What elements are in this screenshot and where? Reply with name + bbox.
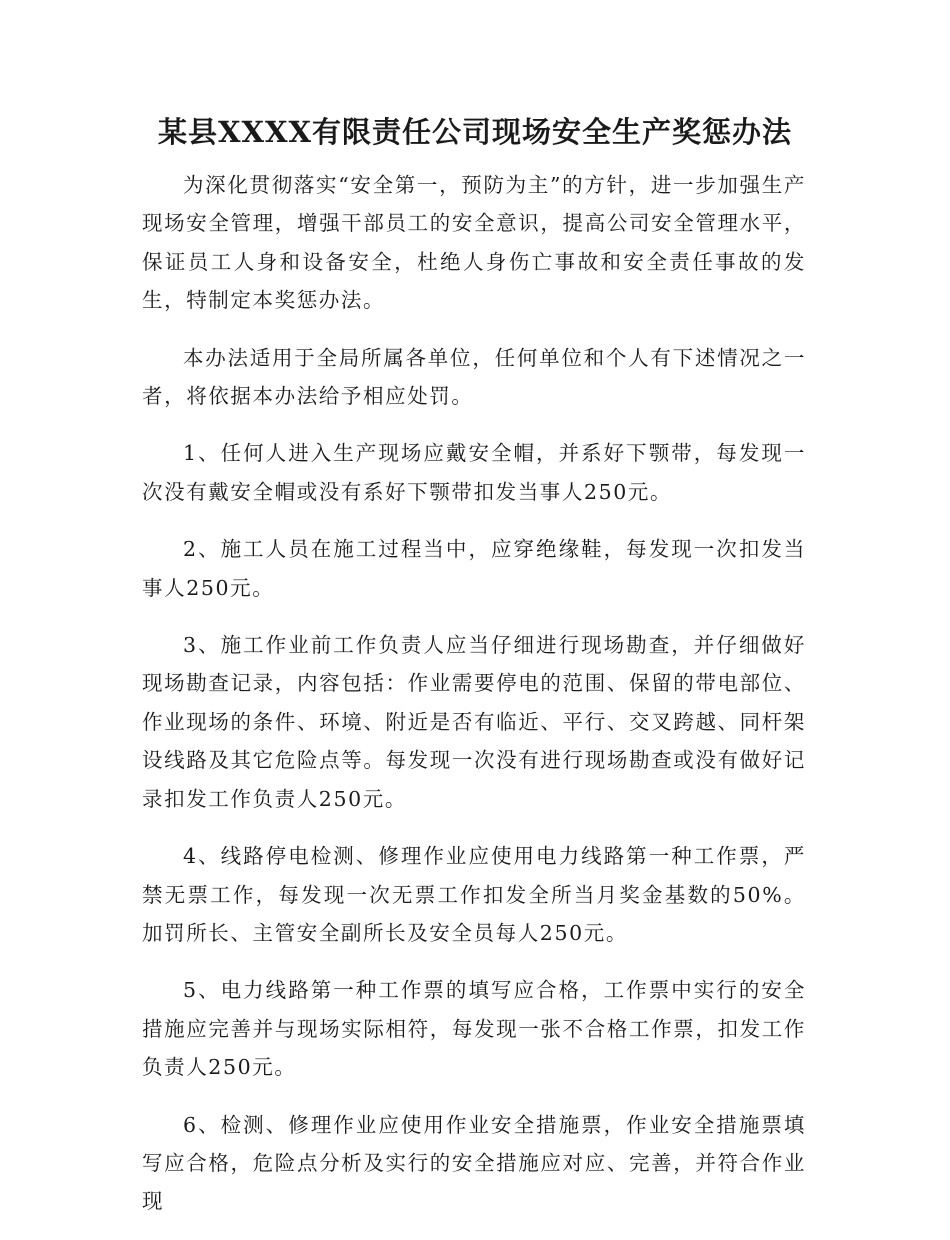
paragraph-item-5: 5、电力线路第一种工作票的填写应合格，工作票中实行的安全措施应完善并与现场实际相符，每发现一张不合格工作票，扣发工作负责人250元。: [142, 978, 806, 1080]
paragraph-item-6: 6、检测、修理作业应使用作业安全措施票，作业安全措施票填写应合格，危险点分析及实行的安全措施应对应、完善，并符合作业现: [142, 1112, 806, 1214]
paragraph-intro: 为深化贯彻落实“安全第一，预防为主”的方针，进一步加强生产现场安全管理，增强干部员工的安全意识，提高公司安全管理水平，保证员工人身和设备安全，杜绝人身伤亡事故和安全责任事故的发生，特制定本奖惩办法。: [142, 173, 806, 313]
paragraph-scope: 本办法适用于全局所属各单位，任何单位和个人有下述情况之一者，将依据本办法给予相应处罚。: [142, 345, 806, 409]
paragraph-item-4: 4、线路停电检测、修理作业应使用电力线路第一种工作票，严禁无票工作，每发现一次无票工作扣发全所当月奖金基数的50%。加罚所长、主管安全副所长及安全员每人250元。: [142, 844, 807, 945]
document-title: 某县XXXX有限责任公司现场安全生产奖惩办法: [157, 115, 792, 149]
paragraph-item-3: 3、施工作业前工作负责人应当仔细进行现场勘查，并仔细做好现场勘查记录，内容包括：作业需要停电的范围、保留的带电部位、作业现场的条件、环境、附近是否有临近、平行、交叉跨越、同杆架设线路及其它危险点等。每发现一次没有进行现场勘查或没有做好记录扣发工作负责人250元。: [142, 633, 806, 811]
paragraph-item-1: 1、任何人进入生产现场应戴安全帽，并系好下颚带，每发现一次没有戴安全帽或没有系好下颚带扣发当事人250元。: [142, 441, 806, 504]
document-body: [142, 166, 806, 1240]
paragraph-item-2: 2、施工人员在施工过程当中，应穿绝缘鞋，每发现一次扣发当事人250元。: [142, 537, 806, 600]
